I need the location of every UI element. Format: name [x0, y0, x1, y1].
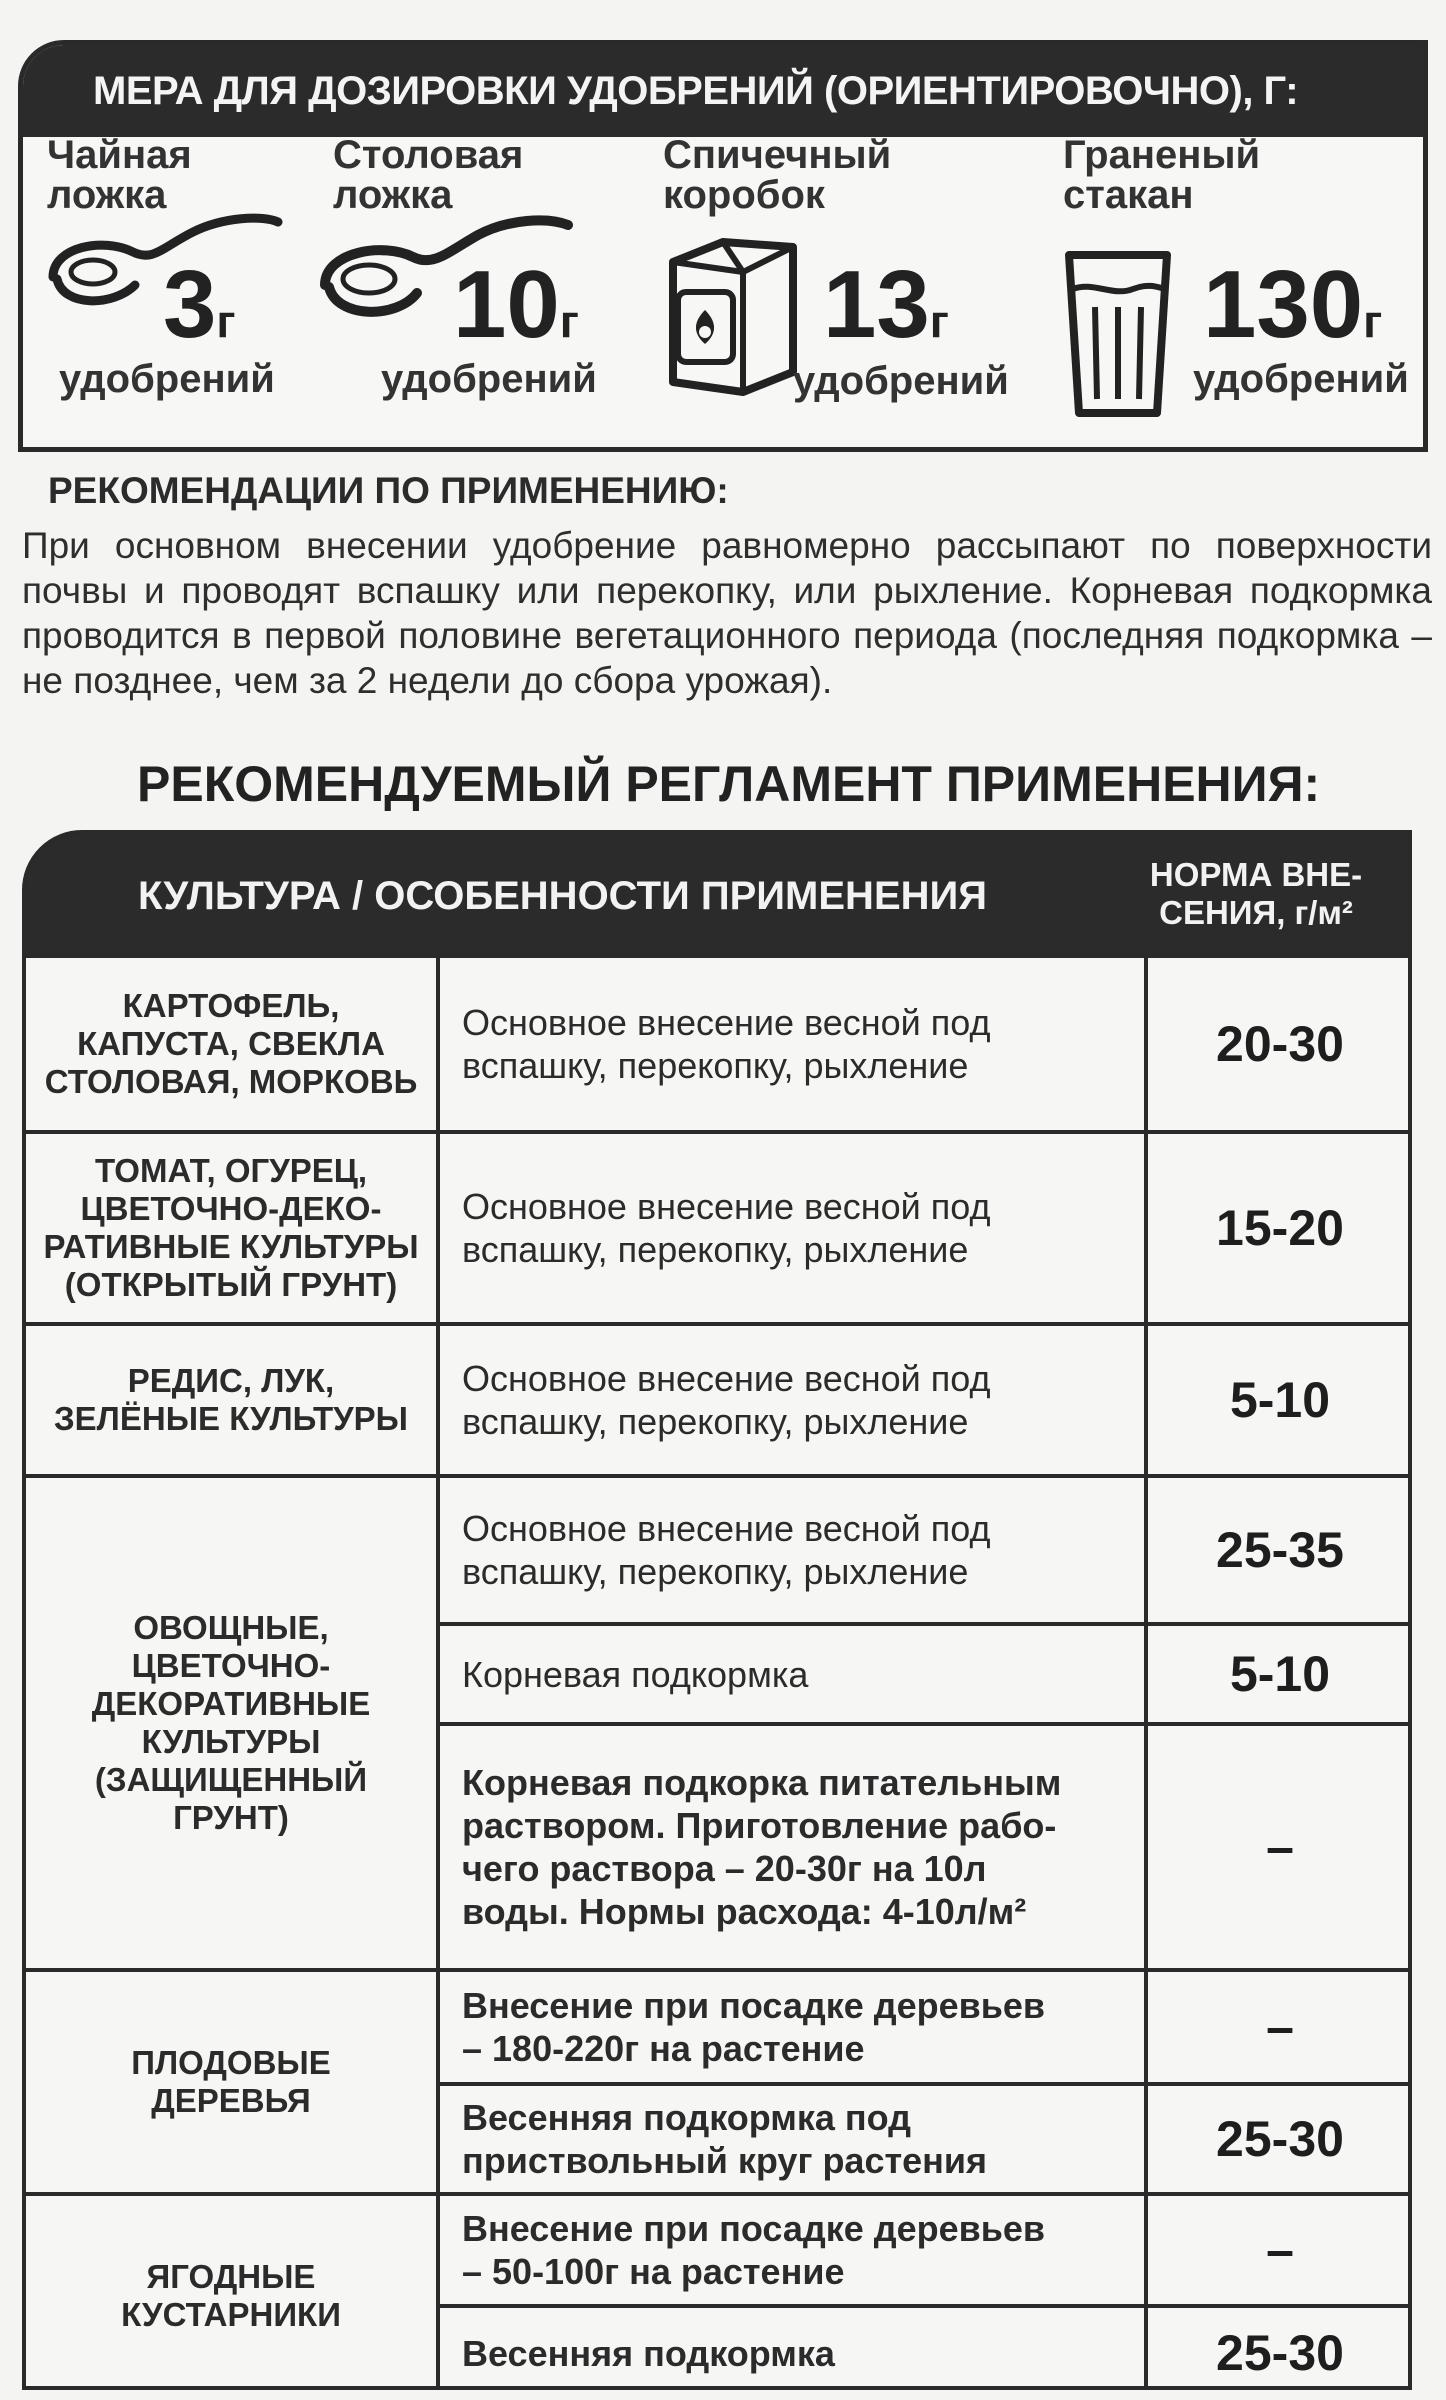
- description-cell: Основное внесение весной под вспашку, перекопку, рыхление: [440, 958, 1144, 1130]
- recommendations-text: При основном внесении удобрение равномерно рассыпают по поверхности почвы и проводят вспашку или перекопку, или рыхление. Корневая подкормка проводится в первой половине вегетационного периода (последняя подкормка – не позднее, чем за 2 недели до сбора урожая).: [22, 525, 1432, 701]
- measure-value: 13г: [823, 251, 949, 358]
- culture-cell: РЕДИС, ЛУК, ЗЕЛЁНЫЕ КУЛЬТУРЫ: [26, 1326, 436, 1474]
- norm-cell: 5-10: [1148, 1326, 1412, 1474]
- description-cell: Основное внесение весной под вспашку, перекопку, рыхление: [440, 1478, 1144, 1622]
- description-cell: Внесение при посадке деревьев – 50-100г на растение: [440, 2196, 1144, 2304]
- regulation-title: РЕКОМЕНДУЕМЫЙ РЕГЛАМЕНТ ПРИМЕНЕНИЯ:: [137, 756, 1321, 812]
- culture-cell: ТОМАТ, ОГУРЕЦ, ЦВЕТОЧНО-ДЕКО- РАТИВНЫЕ КУЛЬТУРЫ (ОТКРЫТЫЙ ГРУНТ): [26, 1134, 436, 1322]
- measure-label: Столовая ложка: [333, 133, 524, 217]
- description-cell: Корневая подкормка: [440, 1626, 1144, 1722]
- norm-cell: 20-30: [1148, 958, 1412, 1130]
- measure-sub: удобрений: [1193, 357, 1409, 401]
- measure-title: МЕРА ДЛЯ ДОЗИРОВКИ УДОБРЕНИЙ (ОРИЕНТИРОВОЧНО), Г:: [23, 45, 1423, 137]
- description-cell: Внесение при посадке деревьев – 180-220г на растение: [440, 1972, 1144, 2082]
- norm-cell: –: [1148, 1726, 1412, 1968]
- norm-cell: 15-20: [1148, 1134, 1412, 1322]
- norm-cell: –: [1148, 1972, 1412, 2082]
- description-cell: Корневая подкорка питательным раствором. Приготовление рабо- чего раствора – 20-30г на 10л воды. Нормы расхода: 4-10л/м²: [440, 1726, 1144, 1968]
- measure-sub: удобрений: [793, 359, 1009, 403]
- measure-item-tablespoon: [313, 133, 653, 447]
- description-cell: Весенняя подкормка под приствольный круг растения: [440, 2086, 1144, 2192]
- matchbox-icon: [653, 232, 803, 402]
- norm-cell: –: [1148, 2196, 1412, 2304]
- description-cell: Основное внесение весной под вспашку, перекопку, рыхление: [440, 1134, 1144, 1322]
- measure-items: [23, 133, 1423, 447]
- column-header-norm: НОРМА ВНЕ- СЕНИЯ, г/м²: [1149, 856, 1363, 931]
- measure-item-glass: [1053, 133, 1428, 447]
- norm-cell: 25-30: [1148, 2308, 1412, 2390]
- glass-icon: [1063, 249, 1173, 419]
- measure-value: 10г: [453, 251, 579, 358]
- measure-item-teaspoon: [23, 133, 343, 447]
- description-cell: Весенняя подкормка: [440, 2308, 1144, 2390]
- culture-cell: ПЛОДОВЫЕ ДЕРЕВЬЯ: [26, 1972, 436, 2192]
- culture-cell: КАРТОФЕЛЬ, КАПУСТА, СВЕКЛА СТОЛОВАЯ, МОРКОВЬ: [26, 958, 436, 1130]
- norm-cell: 25-30: [1148, 2086, 1412, 2192]
- culture-cell: ЯГОДНЫЕ КУСТАРНИКИ: [26, 2196, 436, 2390]
- measure-label: Чайная ложка: [47, 133, 192, 217]
- column-header-culture: КУЛЬТУРА / ОСОБЕННОСТИ ПРИМЕНЕНИЯ: [138, 874, 988, 918]
- measure-item-matchbox: [643, 133, 1043, 447]
- measure-value: 130г: [1203, 251, 1383, 358]
- table-header: [26, 834, 1408, 954]
- description-cell: Основное внесение весной под вспашку, перекопку, рыхление: [440, 1326, 1144, 1474]
- recommendations-title: РЕКОМЕНДАЦИИ ПО ПРИМЕНЕНИЮ:: [48, 470, 729, 511]
- regulation-table: [22, 830, 1412, 2390]
- measure-sub: удобрений: [381, 357, 597, 401]
- measure-value: 3г: [163, 251, 236, 358]
- measure-box: [18, 40, 1428, 452]
- norm-cell: 5-10: [1148, 1626, 1412, 1722]
- norm-cell: 25-35: [1148, 1478, 1412, 1622]
- measure-label: Граненый стакан: [1063, 133, 1261, 217]
- culture-cell: ОВОЩНЫЕ, ЦВЕТОЧНО- ДЕКОРАТИВНЫЕ КУЛЬТУРЫ (ЗАЩИЩЕННЫЙ ГРУНТ): [26, 1478, 436, 1968]
- measure-sub: удобрений: [59, 357, 275, 401]
- measure-label: Спичечный коробок: [663, 133, 892, 217]
